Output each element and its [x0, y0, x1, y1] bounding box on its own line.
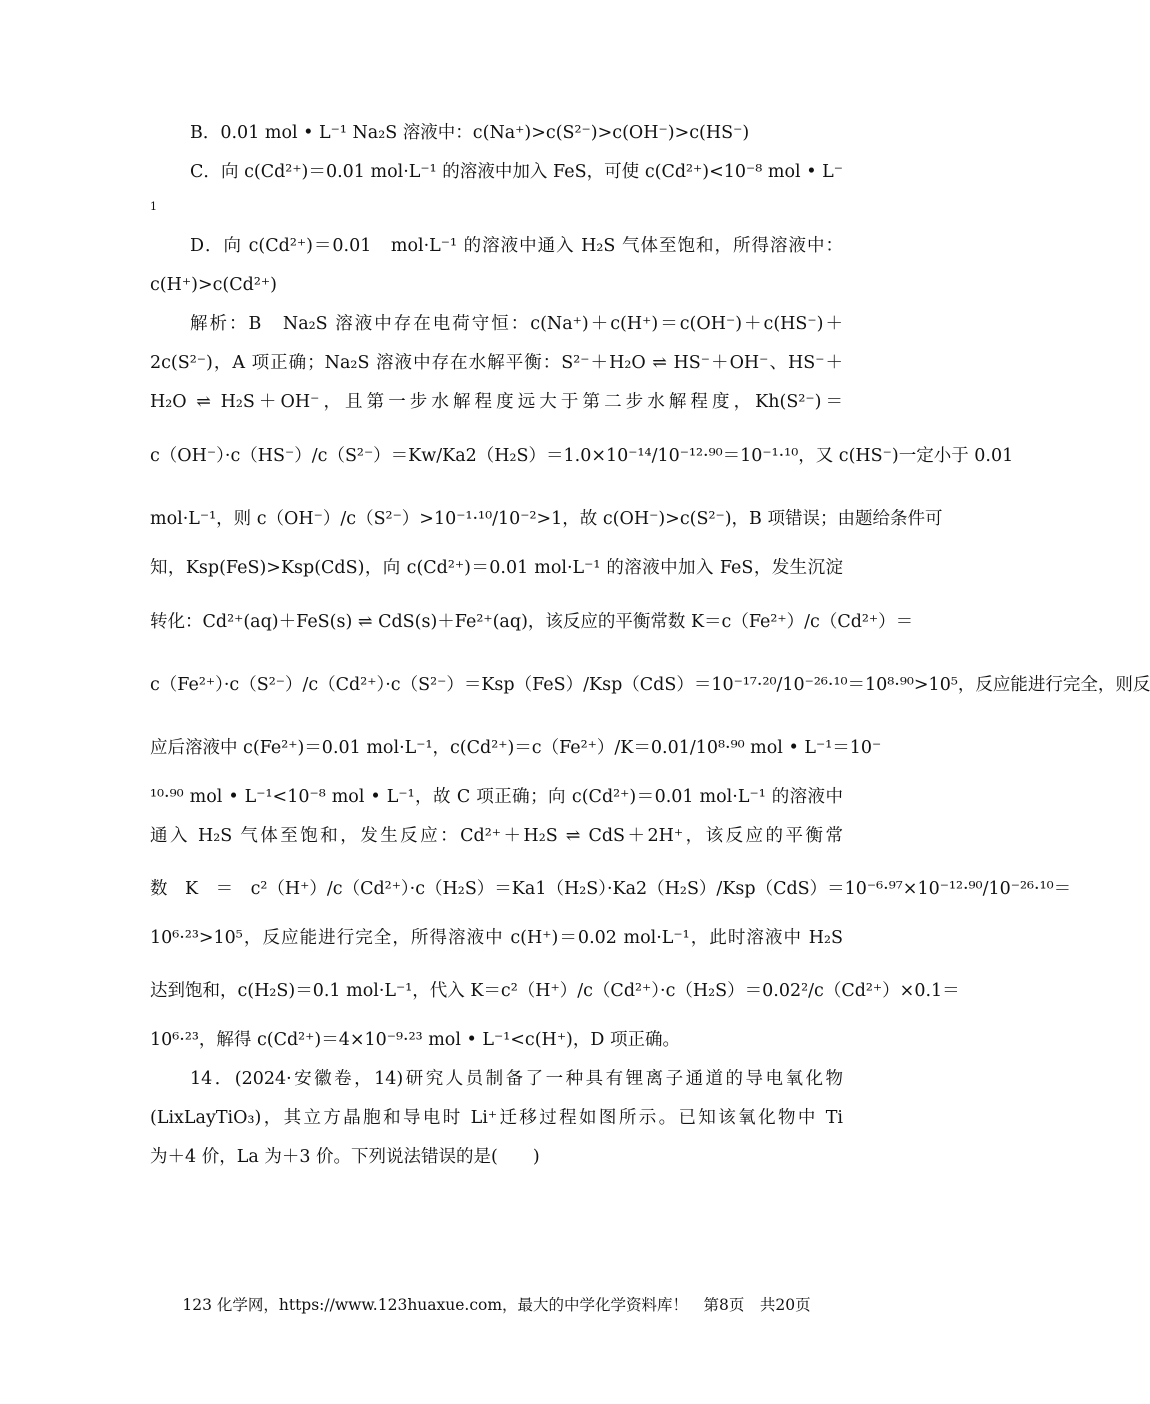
question-14-line-3: 为＋4 价，La 为＋3 价。下列说法错误的是( ) [150, 1147, 540, 1167]
analysis-line-2: 2c(S²⁻)，A 项正确；Na₂S 溶液中存在水解平衡：S²⁻＋H₂O ⇌ HS⁻＋OH⁻、HS⁻＋ [150, 353, 843, 373]
question-14-line-1: 14．(2024·安徽卷，14)研究人员制备了一种具有锂离子通道的导电氧化物 [190, 1069, 843, 1089]
analysis-line-4: c（OH⁻）·c（HS⁻）/c（S²⁻）＝Kw/Ka2（H₂S）＝1.0×10⁻¹⁴/10⁻¹²·⁹⁰＝10⁻¹·¹⁰，又 c(HS⁻)一定小于 0.01 [150, 446, 1014, 466]
analysis-line-11: 通入 H₂S 气体至饱和，发生反应：Cd²⁺＋H₂S ⇌ CdS＋2H⁺，该反应的平衡常 [150, 826, 843, 846]
analysis-line-6: 知，Ksp(FeS)>Ksp(CdS)，向 c(Cd²⁺)＝0.01 mol·L⁻¹ 的溶液中加入 FeS，发生沉淀 [150, 558, 843, 578]
option-b: B．0.01 mol • L⁻¹ Na₂S 溶液中：c(Na⁺)>c(S²⁻)>c(OH⁻)>c(HS⁻) [190, 123, 750, 143]
page-footer: 123 化学网，https://www.123huaxue.com，最大的中学化学资料库！ 第8页 共20页 [182, 1296, 811, 1314]
option-d: D．向 c(Cd²⁺)＝0.01 mol·L⁻¹ 的溶液中通入 H₂S 气体至饱和，所得溶液中： [190, 236, 843, 256]
analysis-line-14: 达到饱和，c(H₂S)＝0.1 mol·L⁻¹，代入 K＝c²（H⁺）/c（Cd²⁺）·c（H₂S）＝0.02²/c（Cd²⁺）×0.1＝ [150, 981, 960, 1001]
analysis-line-9: 应后溶液中 c(Fe²⁺)＝0.01 mol·L⁻¹，c(Cd²⁺)＝c（Fe²⁺）/K＝0.01/10⁸·⁹⁰ mol • L⁻¹＝10⁻ [150, 738, 882, 758]
option-c: C．向 c(Cd²⁺)＝0.01 mol·L⁻¹ 的溶液中加入 FeS，可使 c(Cd²⁺)<10⁻⁸ mol • L⁻ [190, 162, 843, 182]
option-d-cont: c(H⁺)>c(Cd²⁺) [150, 275, 277, 295]
analysis-line-13: 10⁶·²³>10⁵，反应能进行完全，所得溶液中 c(H⁺)＝0.02 mol·L⁻¹，此时溶液中 H₂S [150, 928, 843, 948]
analysis-line-15: 10⁶·²³，解得 c(Cd²⁺)＝4×10⁻⁹·²³ mol • L⁻¹<c(H⁺)，D 项正确。 [150, 1030, 680, 1050]
option-c-wrap: 1 [150, 200, 157, 213]
analysis-line-12: 数 K ＝ c²（H⁺）/c（Cd²⁺）·c（H₂S）＝Ka1（H₂S）·Ka2（H₂S）/Ksp（CdS）＝10⁻⁶·⁹⁷×10⁻¹²·⁹⁰/10⁻²⁶·¹⁰＝ [150, 879, 1072, 899]
analysis-line-10: ¹⁰·⁹⁰ mol • L⁻¹<10⁻⁸ mol • L⁻¹，故 C 项正确；向 c(Cd²⁺)＝0.01 mol·L⁻¹ 的溶液中 [150, 787, 843, 807]
analysis-line-8: c（Fe²⁺）·c（S²⁻）/c（Cd²⁺）·c（S²⁻）＝Ksp（FeS）/Ksp（CdS）＝10⁻¹⁷·²⁰/10⁻²⁶·¹⁰＝10⁸·⁹⁰>10⁵，反应能进行完全，则反 [150, 675, 1150, 695]
question-14-line-2: (LixLayTiO₃)，其立方晶胞和导电时 Li⁺迁移过程如图所示。已知该氧化物中 Ti [150, 1108, 843, 1128]
analysis-line-7: 转化：Cd²⁺(aq)＋FeS(s) ⇌ CdS(s)＋Fe²⁺(aq)，该反应的平衡常数 K＝c（Fe²⁺）/c（Cd²⁺）＝ [150, 612, 914, 632]
analysis-line-1: 解析：B Na₂S 溶液中存在电荷守恒：c(Na⁺)＋c(H⁺)＝c(OH⁻)＋c(HS⁻)＋ [190, 314, 843, 334]
analysis-line-5: mol·L⁻¹，则 c（OH⁻）/c（S²⁻）>10⁻¹·¹⁰/10⁻²>1，故 c(OH⁻)>c(S²⁻)，B 项错误；由题给条件可 [150, 509, 943, 529]
analysis-line-3: H₂O ⇌ H₂S＋OH⁻，且第一步水解程度远大于第二步水解程度，Kh(S²⁻)＝ [150, 392, 843, 412]
